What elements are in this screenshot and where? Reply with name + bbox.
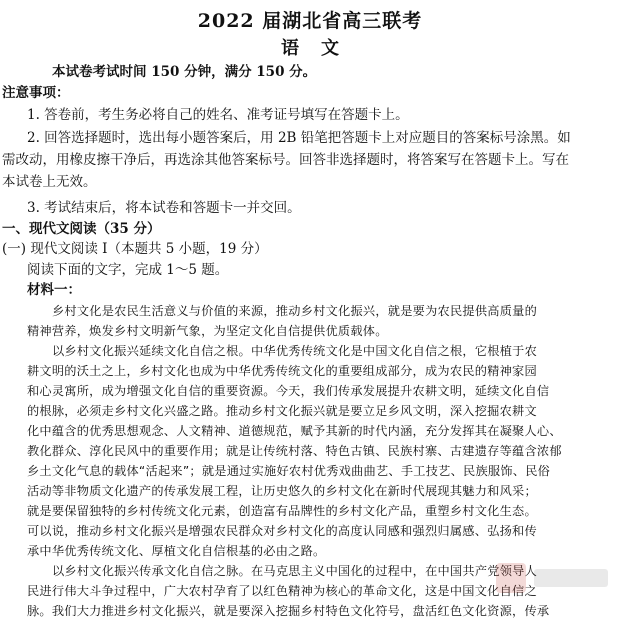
exam-info: 本试卷考试时间 150 分钟，满分 150 分。 xyxy=(52,64,317,80)
note-item: 3. 考试结束后，将本试卷和答题卡一并交回。 xyxy=(27,200,301,216)
passage-line: 就是要保留独特的乡村传统文化元素，创造富有品牌性的乡村文化产品，重塑乡村文化生态。 xyxy=(27,504,537,518)
note-item: 需改动，用橡皮擦干净后，再选涂其他答案标号。回答非选择题时，将答案写在答题卡上。写在 xyxy=(2,152,569,168)
passage-line: 活动等非物质文化遗产的传承发展工程，让历史悠久的乡村文化在新时代展现其魅力和风采； xyxy=(27,484,537,498)
watermark-logo xyxy=(494,555,614,605)
passage-line: 精神营养，焕发乡村文明新气象，为坚定文化自信提供优质载体。 xyxy=(27,324,388,338)
passage-line: 乡村文化是农民生活意义与价值的来源，推动乡村文化振兴，就是要为农民提供高质量的 xyxy=(52,304,538,318)
sub-section-heading: (一) 现代文阅读 Ⅰ（本题共 5 小题，19 分） xyxy=(2,241,268,257)
passage-line: 耕文明的沃土之上，乡村文化也成为中华优秀传统文化的重要组成部分，成为农民的精神家园 xyxy=(27,364,537,378)
passage-line: 可以说，推动乡村文化振兴是增强农民群众对乡村文化的高度认同感和强烈归属感、弘扬和传 xyxy=(27,524,537,538)
instruction: 阅读下面的文字，完成 1～5 题。 xyxy=(27,262,229,278)
passage-line: 的根脉，必须走乡村文化兴盛之路。推动乡村文化振兴就是要立足乡风文明，深入挖掘农耕文 xyxy=(27,404,537,418)
notes-heading: 注意事项： xyxy=(2,85,70,101)
material-label: 材料一： xyxy=(27,282,81,298)
passage-line: 承中华优秀传统文化、厚植文化自信根基的必由之路。 xyxy=(27,544,326,558)
passage-line: 化中蕴含的优秀思想观念、人文精神、道德规范，赋予其新的时代内涵，充分发挥其在凝聚人心、 xyxy=(27,424,562,438)
passage-line: 脉。我们大力推进乡村文化振兴，就是要深入挖掘乡村特色文化符号，盘活红色文化资源，传承 xyxy=(27,604,550,618)
subject-title: 语文 xyxy=(281,38,361,59)
watermark-logo-bar xyxy=(534,569,608,587)
watermark-logo-shape xyxy=(496,563,526,593)
passage-line: 以乡村文化振兴传承文化自信之脉。在马克思主义中国化的过程中，在中国共产党领导人 xyxy=(52,564,538,578)
page-title: 2022 届湖北省高三联考 xyxy=(197,10,423,32)
note-item: 2. 回答选择题时，选出每小题答案后，用 2B 铅笔把答题卡上对应题目的答案标号涂黑。如 xyxy=(27,130,571,146)
passage-line: 教化群众、淳化民风中的重要作用；就是让传统村落、特色古镇、民族村寨、古建遗存等蕴含浓郁 xyxy=(27,444,562,458)
passage-line: 和心灵寓所，成为增强文化自信的重要资源。今天，我们传承发展提升农耕文明，延续文化自信 xyxy=(27,384,550,398)
section-heading: 一、现代文阅读（35 分） xyxy=(2,221,161,237)
note-item: 本试卷上无效。 xyxy=(2,174,97,190)
passage-line: 以乡村文化振兴延续文化自信之根。中华优秀传统文化是中国文化自信之根，它根植于农 xyxy=(52,344,538,358)
passage-line: 乡土文化气息的载体“活起来”；就是通过实施好农村优秀戏曲曲艺、手工技艺、民族服饰、民俗 xyxy=(27,464,551,478)
note-item: 1. 答卷前，考生务必将自己的姓名、准考证号填写在答题卡上。 xyxy=(27,107,409,123)
passage-line: 民进行伟大斗争过程中，广大农村孕育了以红色精神为核心的革命文化，这是中国文化自信之 xyxy=(27,584,537,598)
